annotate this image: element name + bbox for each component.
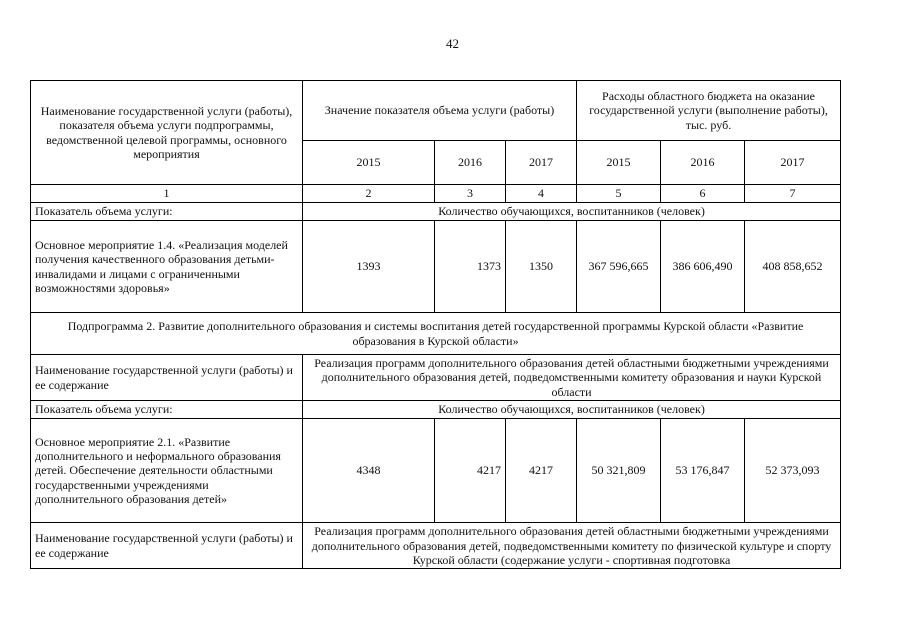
service-label: Наименование государственной услуги (работы) и ее содержание	[31, 523, 303, 569]
budget-table	[30, 80, 841, 569]
table-cell: 386 606,490	[661, 221, 745, 313]
column-number: 5	[577, 185, 661, 203]
year-cell: 2017	[506, 141, 577, 185]
year-cell: 2016	[661, 141, 745, 185]
table-cell: 4217	[435, 419, 506, 523]
indicator-label: Показатель объема услуги:	[31, 401, 303, 419]
table-cell: 367 596,665	[577, 221, 661, 313]
indicator-value: Количество обучающихся, воспитанников (человек)	[303, 203, 841, 221]
column-number: 3	[435, 185, 506, 203]
column-number: 1	[31, 185, 303, 203]
expense-unit: тыс. руб.	[685, 117, 732, 132]
header-indicator-column: Значение показателя объема услуги (работы)	[303, 81, 577, 141]
service-label: Наименование государственной услуги (работы) и ее содержание	[31, 355, 303, 401]
column-number: 6	[661, 185, 745, 203]
table-cell: 1393	[303, 221, 435, 313]
table-cell: 52 373,093	[745, 419, 841, 523]
column-number: 7	[745, 185, 841, 203]
year-cell: 2015	[303, 141, 435, 185]
table-cell: 1350	[506, 221, 577, 313]
service-description: Реализация программ дополнительного образования детей областными бюджетными учреждениями дополнительного образования детей, подведомственными комитету по физической культуре и спорту Курской области (содержание услуги - спортивная подготовка	[303, 523, 841, 569]
measure-2-1-name: Основное мероприятие 2.1. «Развитие дополнительного и неформального образования детей. Обеспечение деятельности областными государственными учреждениями дополнительного образования детей»	[31, 419, 303, 523]
year-cell: 2015	[577, 141, 661, 185]
header-expense-column	[577, 81, 841, 141]
page-number: 42	[446, 36, 459, 51]
service-description: Реализация программ дополнительного образования детей областными бюджетными учреждениями дополнительного образования детей, подведомственными комитету образования и науки Курской области	[303, 355, 841, 401]
year-cell: 2017	[745, 141, 841, 185]
table-cell: 4348	[303, 419, 435, 523]
indicator-label: Показатель объема услуги:	[31, 203, 303, 221]
table-cell: 50 321,809	[577, 419, 661, 523]
year-cell: 2016	[435, 141, 506, 185]
subprogram-2-title: Подпрограмма 2. Развитие дополнительного образования и системы воспитания детей государственной программы Курской области «Развитие образования в Курской области»	[31, 313, 841, 355]
table-cell: 4217	[506, 419, 577, 523]
table-cell: 1373	[435, 221, 506, 313]
column-number: 2	[303, 185, 435, 203]
table-cell: 408 858,652	[745, 221, 841, 313]
expense-title: Расходы областного бюджета на оказание государственной услуги (выполнение работы),	[589, 88, 828, 118]
column-number: 4	[506, 185, 577, 203]
header-name-column: Наименование государственной услуги (работы), показателя объема услуги подпрограммы, ведомственной целевой программы, основного мероприятия	[31, 81, 303, 185]
table-cell: 53 176,847	[661, 419, 745, 523]
measure-1-4-name: Основное мероприятие 1.4. «Реализация моделей получения качественного образования детьми-инвалидами и лицами с ограниченными возможностями здоровья»	[31, 221, 303, 313]
indicator-value: Количество обучающихся, воспитанников (человек)	[303, 401, 841, 419]
